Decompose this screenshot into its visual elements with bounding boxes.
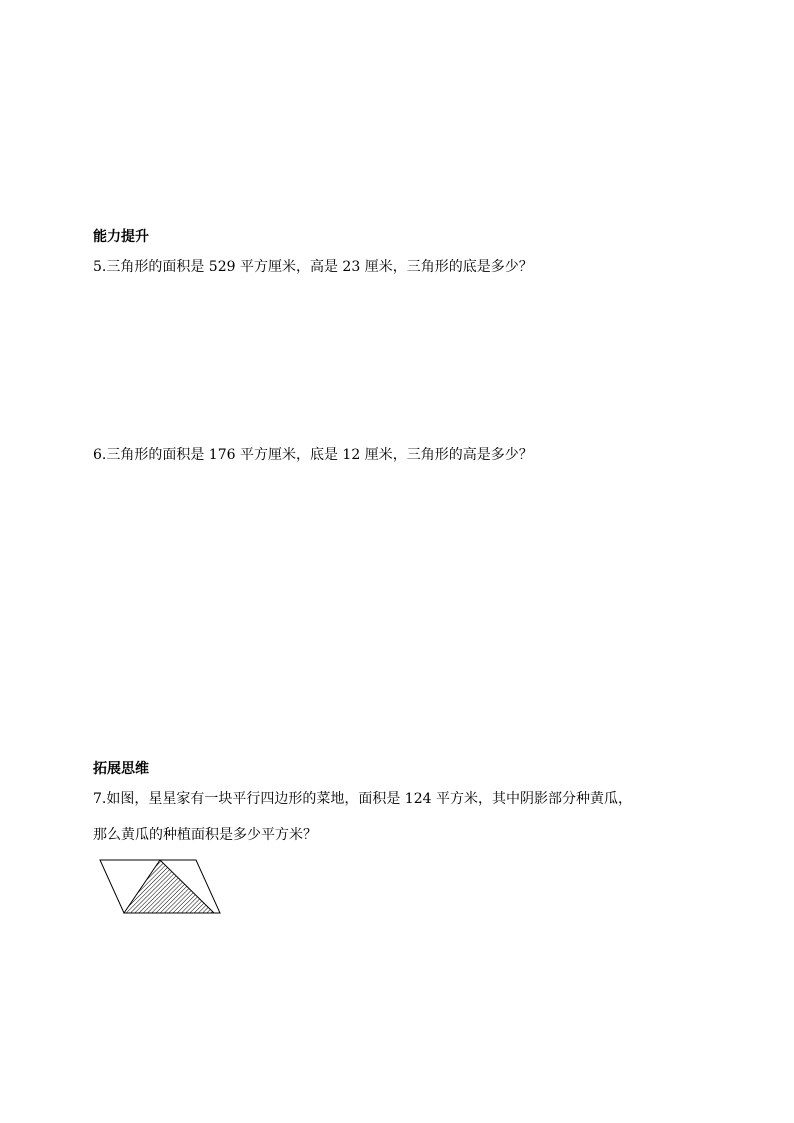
question-7-line-2: 那么黄瓜的种植面积是多少平方米？ bbox=[93, 827, 317, 843]
section-title-ability: 能力提升 bbox=[93, 229, 149, 245]
question-7-line-1: 7.如图，星星家有一块平行四边形的菜地，面积是 124 平方米，其中阴影部分种黄瓜， bbox=[93, 791, 632, 807]
question-5: 5.三角形的面积是 529 平方厘米，高是 23 厘米，三角形的底是多少？ bbox=[93, 259, 533, 275]
section-title-extension: 拓展思维 bbox=[93, 761, 149, 777]
parallelogram-figure bbox=[98, 856, 222, 918]
question-6: 6.三角形的面积是 176 平方厘米，底是 12 厘米，三角形的高是多少？ bbox=[93, 447, 533, 463]
